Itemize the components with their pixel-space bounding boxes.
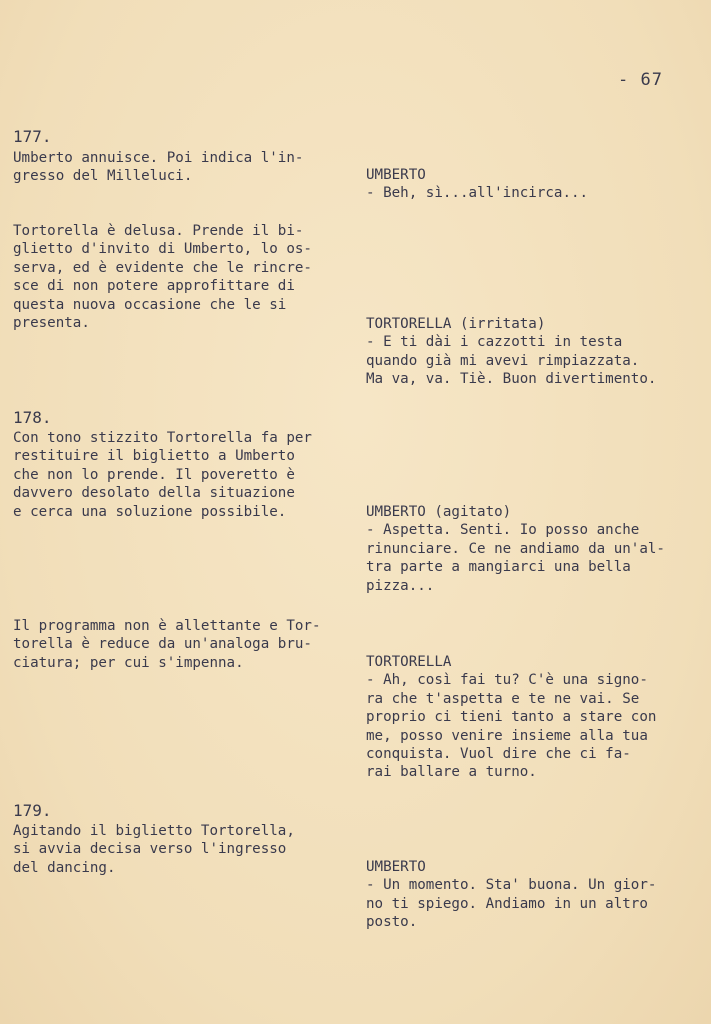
dialogue-line: rinunciare. Ce ne andiamo da un'al- xyxy=(366,540,665,557)
stage-direction-line: Con tono stizzito Tortorella fa per xyxy=(13,430,312,446)
stage-direction-line: si avvia decisa verso l'ingresso xyxy=(13,841,287,858)
stage-direction-line: Umberto annuisce. Poi indica l'in- xyxy=(13,150,304,166)
dialogue-line: - Beh, sì...all'incirca... xyxy=(366,185,589,202)
speaker-name: UMBERTO xyxy=(366,859,426,875)
speaker-name: TORTORELLA (irritata) xyxy=(366,316,546,332)
page-number: - 67 xyxy=(618,70,663,90)
dialogue-line: quando già mi avevi rimpiazzata. xyxy=(366,352,640,369)
dialogue-line: - E ti dài i cazzotti in testa xyxy=(366,334,623,351)
stage-direction-line: torella è reduce da un'analoga bru- xyxy=(13,636,312,653)
stage-direction-line: gresso del Milleluci. xyxy=(13,168,193,185)
dialogue-line: rai ballare a turno. xyxy=(366,764,537,781)
scene-number: 179. xyxy=(13,801,52,820)
stage-direction-line: presenta. xyxy=(13,315,90,332)
speaker-name: UMBERTO xyxy=(366,167,426,183)
dialogue-line: - Ah, così fai tu? C'è una signo- xyxy=(366,672,648,689)
stage-direction-line: questa nuova occasione che le si xyxy=(13,296,287,313)
dialogue-line: - Un momento. Sta' buona. Un gior- xyxy=(366,877,657,894)
stage-direction xyxy=(13,149,303,186)
dialogue-line: Ma va, va. Tiè. Buon divertimento. xyxy=(366,371,657,388)
dialogue-block xyxy=(366,315,656,389)
dialogue-line: posto. xyxy=(366,914,418,931)
stage-direction xyxy=(13,222,312,332)
scene-number: 177. xyxy=(13,127,52,146)
dialogue-line: pizza... xyxy=(366,577,435,594)
stage-direction-line: Agitando il biglietto Tortorella, xyxy=(13,823,295,839)
dialogue-block xyxy=(366,166,588,203)
stage-direction-line: davvero desolato della situazione xyxy=(13,485,295,502)
dialogue-line: proprio ci tieni tanto a stare con xyxy=(366,709,657,726)
dialogue-block xyxy=(366,503,665,595)
stage-direction-line: sce di non potere approfittare di xyxy=(13,278,295,295)
dialogue-line: me, posso venire insieme alla tua xyxy=(366,727,648,744)
stage-direction-line: ciatura; per cui s'impenna. xyxy=(13,654,244,671)
stage-direction-line: del dancing. xyxy=(13,859,116,876)
stage-direction-line: Il programma non è allettante e Tor- xyxy=(13,618,321,634)
stage-direction xyxy=(13,822,295,877)
speaker-name: UMBERTO (agitato) xyxy=(366,504,512,520)
speaker-name: TORTORELLA xyxy=(366,654,452,670)
stage-direction-line: che non lo prende. Il poveretto è xyxy=(13,466,295,483)
stage-direction-line: Tortorella è delusa. Prende il bi- xyxy=(13,223,304,239)
stage-direction-line: restituire il biglietto a Umberto xyxy=(13,448,295,465)
dialogue-block xyxy=(366,858,656,932)
stage-direction-line: glietto d'invito di Umberto, lo os- xyxy=(13,241,312,258)
stage-direction xyxy=(13,617,321,672)
dialogue-block xyxy=(366,653,656,782)
dialogue-line: - Aspetta. Senti. Io posso anche xyxy=(366,522,640,539)
stage-direction xyxy=(13,429,312,521)
dialogue-line: ra che t'aspetta e te ne vai. Se xyxy=(366,690,640,707)
stage-direction-line: serva, ed è evidente che le rincre- xyxy=(13,259,312,276)
dialogue-line: conquista. Vuol dire che ci fa- xyxy=(366,746,631,763)
scene-number: 178. xyxy=(13,408,52,427)
stage-direction-line: e cerca una soluzione possibile. xyxy=(13,503,287,520)
dialogue-line: no ti spiego. Andiamo in un altro xyxy=(366,895,648,912)
dialogue-line: tra parte a mangiarci una bella xyxy=(366,559,631,576)
